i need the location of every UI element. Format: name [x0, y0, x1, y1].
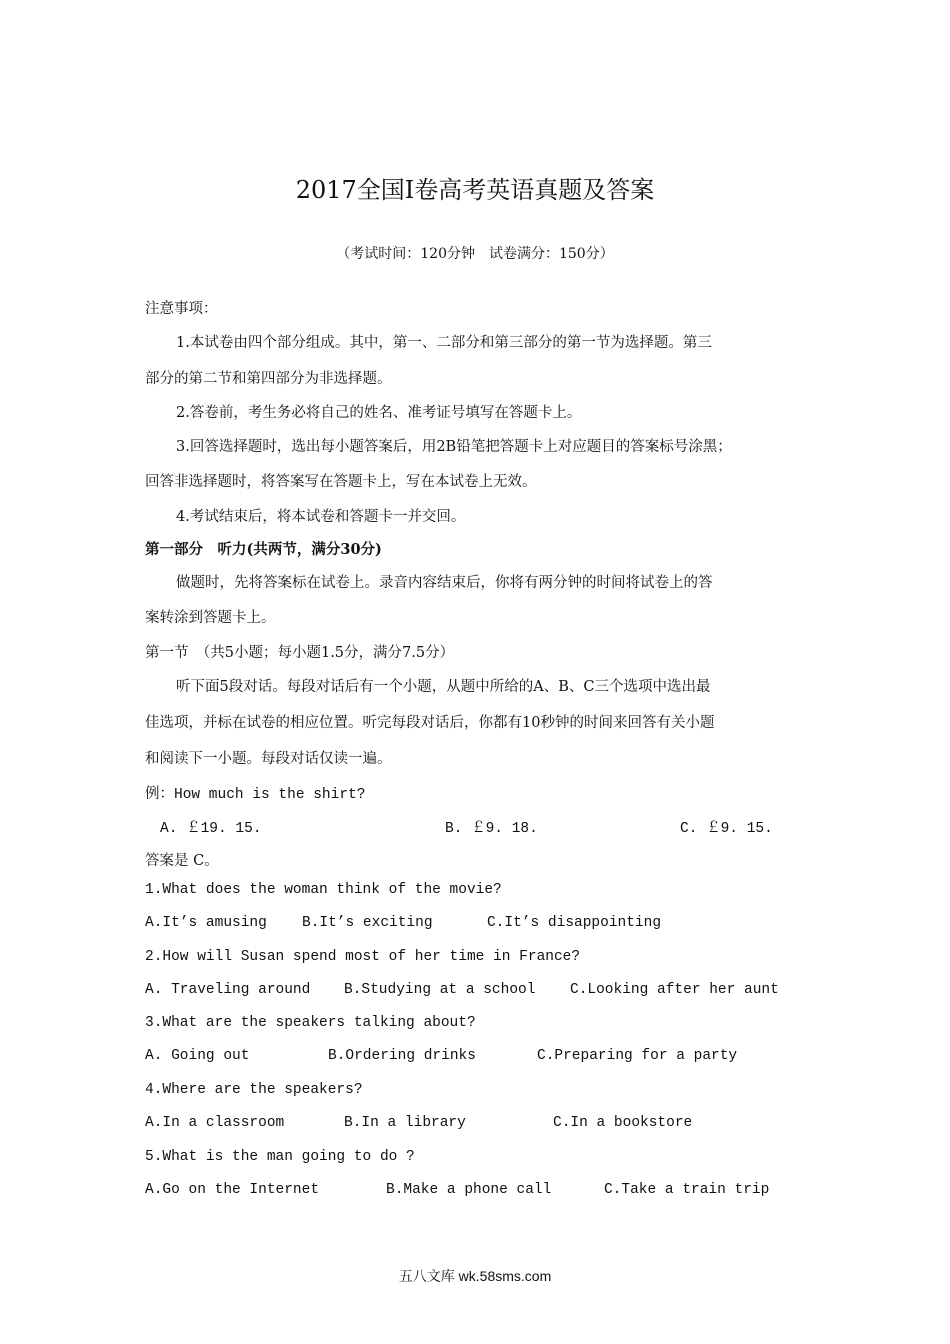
part1-intro: 做题时，先将答案标在试卷上。录音内容结束后，你将有两分钟的时间将试卷上的答	[176, 575, 713, 591]
notice-item-3: 3.回答选择题时，选出每小题答案后，用2B铅笔把答题卡上对应题目的答案标号涂黑；	[176, 439, 732, 455]
exam-info: （考试时间：120分钟 试卷满分：150分）	[336, 246, 614, 262]
notice-heading: 注意事项：	[145, 301, 218, 317]
part1-heading: 第一部分 听力(共两节，满分30分)	[145, 541, 382, 558]
question-1: 1.What does the woman think of the movie?	[145, 882, 502, 898]
example-option-b: B. ￡9. 18.	[445, 821, 538, 837]
question-3-option-c: C.Preparing for a party	[537, 1048, 738, 1064]
question-2-option-c: C.Looking after her aunt	[570, 982, 779, 998]
question-3-option-a: A. Going out	[145, 1048, 250, 1064]
question-1-option-c: C.It’s disappointing	[487, 915, 662, 931]
example-question: 例：How much is the shirt?	[145, 787, 366, 803]
example-option-a: A. ￡19. 15.	[160, 821, 262, 837]
question-2-option-a: A. Traveling around	[145, 982, 311, 998]
question-1-option-b: B.It’s exciting	[302, 915, 433, 931]
notice-item-3-cont: 回答非选择题时，将答案写在答题卡上，写在本试卷上无效。	[145, 474, 537, 490]
question-4-option-b: B.In a library	[344, 1115, 466, 1131]
notice-item-4: 4.考试结束后，将本试卷和答题卡一并交回。	[176, 509, 466, 525]
section1-intro: 听下面5段对话。每段对话后有一个小题，从题中所给的A、B、C三个选项中选出最	[176, 679, 711, 695]
question-1-option-a: A.It’s amusing	[145, 915, 267, 931]
question-3: 3.What are the speakers talking about?	[145, 1015, 476, 1031]
question-3-option-b: B.Ordering drinks	[328, 1048, 476, 1064]
part1-intro-cont: 案转涂到答题卡上。	[145, 610, 276, 626]
notice-item-1: 1.本试卷由四个部分组成。其中，第一、二部分和第三部分的第一节为选择题。第三	[176, 335, 712, 351]
example-option-c: C. ￡9. 15.	[680, 821, 773, 837]
document-title: 2017全国Ⅰ卷高考英语真题及答案	[295, 176, 655, 204]
question-5-option-c: C.Take a train trip	[604, 1182, 770, 1198]
question-4-option-c: C.In a bookstore	[553, 1115, 693, 1131]
section1-heading: 第一节 （共5小题；每小题1.5分，满分7.5分）	[145, 645, 455, 661]
question-5-option-b: B.Make a phone call	[386, 1182, 552, 1198]
section1-intro-cont-2: 和阅读下一小题。每段对话仅读一遍。	[145, 751, 392, 767]
question-2: 2.How will Susan spend most of her time in France?	[145, 949, 581, 965]
question-4-option-a: A.In a classroom	[145, 1115, 285, 1131]
notice-item-2: 2.答卷前，考生务必将自己的姓名、准考证号填写在答题卡上。	[176, 405, 582, 421]
question-2-option-b: B.Studying at a school	[344, 982, 536, 998]
footer-watermark: 五八文库 wk.58sms.com	[398, 1268, 552, 1284]
question-5-option-a: A.Go on the Internet	[145, 1182, 320, 1198]
notice-item-1-cont: 部分的第二节和第四部分为非选择题。	[145, 371, 392, 387]
section1-intro-cont-1: 佳选项，并标在试卷的相应位置。听完每段对话后，你都有10秒钟的时间来回答有关小题	[145, 715, 715, 731]
question-4: 4.Where are the speakers?	[145, 1082, 363, 1098]
example-answer: 答案是 C。	[145, 853, 219, 869]
question-5: 5.What is the man going to do ?	[145, 1149, 415, 1165]
